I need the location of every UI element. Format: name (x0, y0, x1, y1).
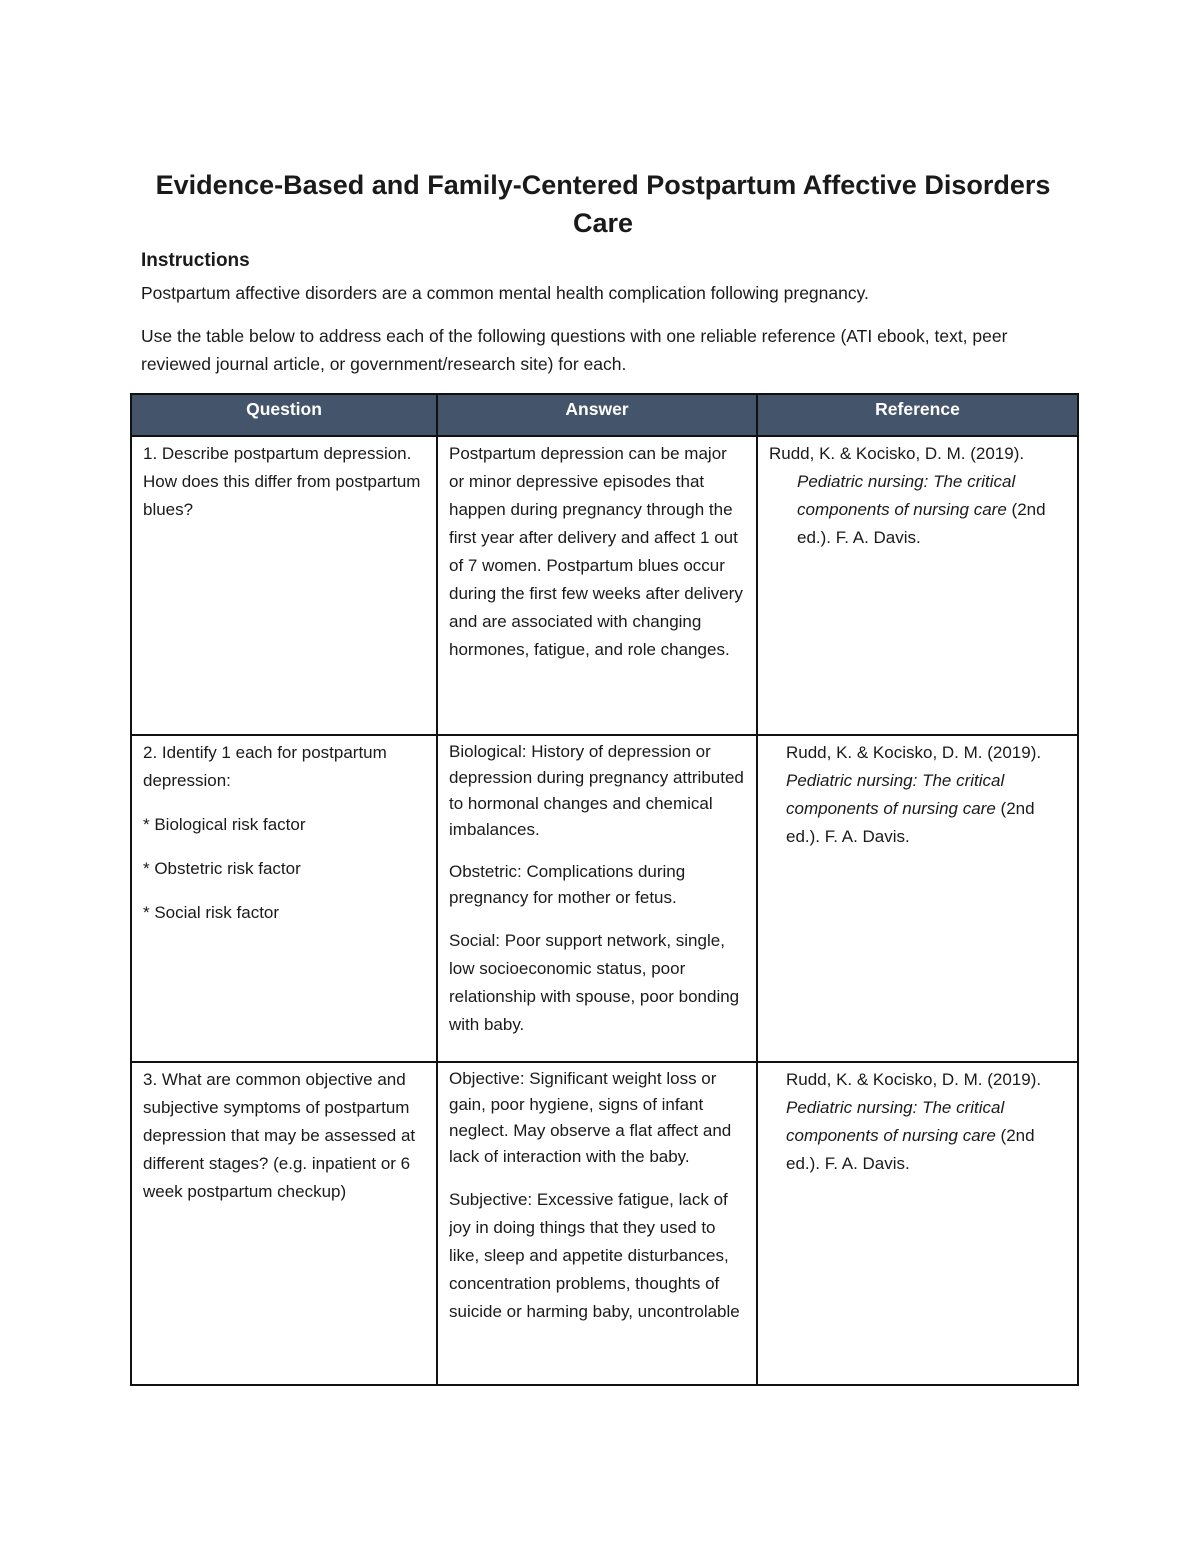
reference-cell (757, 735, 1078, 1062)
directions-paragraph: Use the table below to address each of the following questions with one reliable reference (ATI ebook, text, peer reviewed journal article, or government/research site) for each. (141, 326, 1008, 374)
reference-citation (769, 440, 1067, 552)
reference-authors: Rudd, K. & Kocisko, D. M. (2019). (769, 444, 1025, 463)
table-row (131, 1062, 1078, 1385)
question-text: 2. Identify 1 each for postpartum depression: (143, 743, 387, 790)
question-cell (131, 436, 437, 735)
table-row (131, 436, 1078, 735)
answer-text: Postpartum depression can be major or minor depressive episodes that happen during pregnancy through the first year after delivery and affect 1 out of 7 women. Postpartum blues occur during the first few weeks after delivery and are associated with changing hormones, fatigue, and role changes. (449, 444, 743, 659)
qa-table (130, 393, 1079, 1386)
reference-tail: (2nd ed.). F. A. Davis. (786, 799, 1035, 846)
risk-factor-item: * Obstetric risk factor (143, 859, 301, 878)
question-cell (131, 735, 437, 1062)
answer-cell (437, 735, 757, 1062)
risk-factor-item: * Biological risk factor (143, 815, 306, 834)
header-answer: Answer (437, 394, 757, 436)
reference-authors: Rudd, K. & Kocisko, D. M. (2019). (786, 1070, 1042, 1089)
answer-obstetric: Obstetric: Complications during pregnancy for mother or fetus. (449, 862, 686, 907)
answer-biological: Biological: History of depression or depression during pregnancy attributed to hormonal changes and chemical imbalances. (449, 742, 744, 839)
answer-social: Social: Poor support network, single, low socioeconomic status, poor relationship with spouse, poor bonding with baby. (449, 931, 740, 1034)
risk-factor-item: * Social risk factor (143, 903, 280, 922)
table-row (131, 735, 1078, 1062)
reference-cell (757, 1062, 1078, 1385)
header-reference: Reference (757, 394, 1078, 436)
answer-objective: Objective: Significant weight loss or gain, poor hygiene, signs of infant neglect. May observe a flat affect and lack of interaction with the baby. (449, 1069, 732, 1166)
intro-paragraph: Postpartum affective disorders are a common mental health complication following pregnancy. (141, 283, 869, 303)
instructions-heading: Instructions (141, 250, 250, 271)
answer-subjective: Subjective: Excessive fatigue, lack of joy in doing things that they used to like, sleep and appetite disturbances, concentration problems, thoughts of suicide or harming baby, uncontrolable (449, 1190, 740, 1321)
reference-cell (757, 436, 1078, 735)
reference-tail: (2nd ed.). F. A. Davis. (786, 1126, 1035, 1173)
header-question: Question (131, 394, 437, 436)
document-title: Evidence-Based and Family-Centered Postpartum Affective Disorders Care (155, 170, 1051, 238)
question-text: 1. Describe postpartum depression. How does this differ from postpartum blues? (143, 444, 421, 519)
reference-title: Pediatric nursing: The critical components of nursing care (786, 771, 1005, 818)
reference-tail: (2nd ed.). F. A. Davis. (797, 500, 1046, 547)
reference-authors: Rudd, K. & Kocisko, D. M. (2019). (786, 743, 1042, 762)
question-text: 3. What are common objective and subjective symptoms of postpartum depression that may be assessed at different stages? (e.g. inpatient or 6 week postpartum checkup) (143, 1070, 416, 1201)
table-header-row (131, 394, 1078, 436)
answer-cell (437, 1062, 757, 1385)
question-cell (131, 1062, 437, 1385)
reference-title: Pediatric nursing: The critical components of nursing care (797, 472, 1016, 519)
answer-cell (437, 436, 757, 735)
reference-title: Pediatric nursing: The critical components of nursing care (786, 1098, 1005, 1145)
